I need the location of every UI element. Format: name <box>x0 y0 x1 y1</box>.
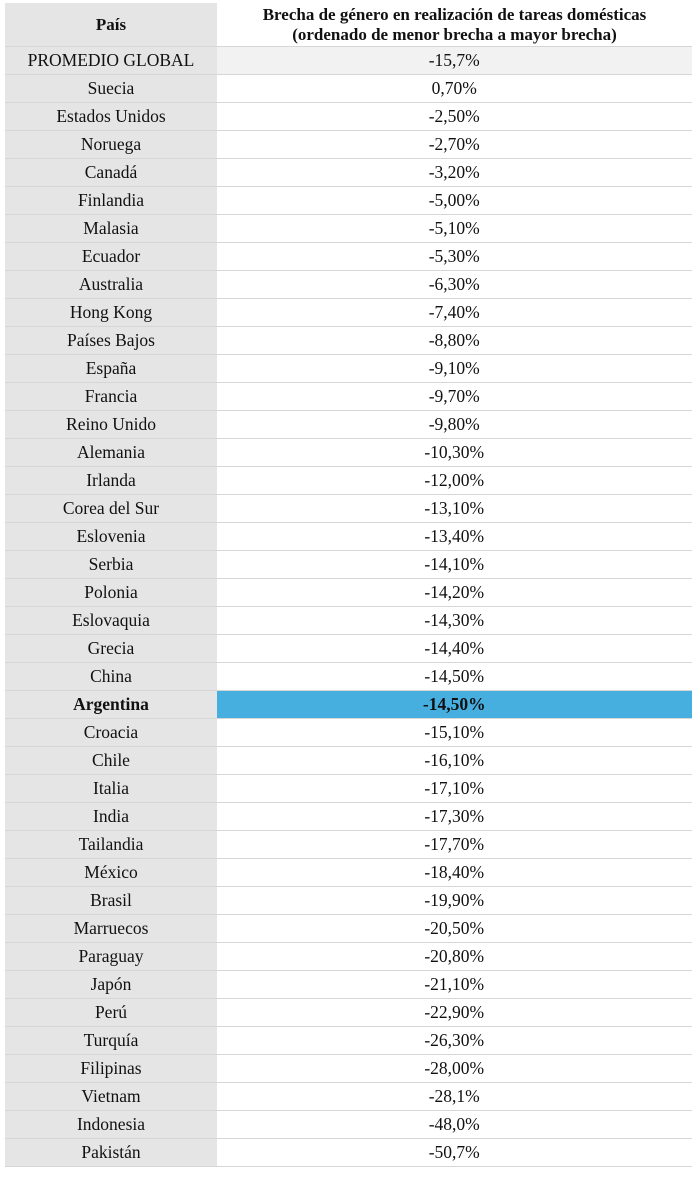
gap-value-cell: -18,40% <box>217 859 692 887</box>
country-cell: Eslovaquia <box>5 607 217 635</box>
table-row <box>5 75 692 103</box>
gap-value-cell: -16,10% <box>217 747 692 775</box>
table-row <box>5 859 692 887</box>
gap-value-cell: -14,10% <box>217 551 692 579</box>
gap-value-cell: -13,10% <box>217 495 692 523</box>
country-cell: Croacia <box>5 719 217 747</box>
gap-value-cell: -9,10% <box>217 355 692 383</box>
gap-value-cell: -22,90% <box>217 999 692 1027</box>
country-cell: Vietnam <box>5 1083 217 1111</box>
table-row <box>5 775 692 803</box>
table-row <box>5 523 692 551</box>
gap-value-cell: -14,20% <box>217 579 692 607</box>
gap-value-cell: -15,7% <box>217 47 692 75</box>
country-cell: Australia <box>5 271 217 299</box>
table-row <box>5 327 692 355</box>
gap-value-cell: -9,70% <box>217 383 692 411</box>
country-cell: Alemania <box>5 439 217 467</box>
country-cell: Marruecos <box>5 915 217 943</box>
gap-value-cell: -17,10% <box>217 775 692 803</box>
table-row <box>5 243 692 271</box>
table-row <box>5 831 692 859</box>
country-cell: PROMEDIO GLOBAL <box>5 47 217 75</box>
country-column-header: País <box>5 3 217 47</box>
table-row-global-average <box>5 47 692 75</box>
gap-value-cell: -12,00% <box>217 467 692 495</box>
gap-value-cell: -26,30% <box>217 1027 692 1055</box>
country-cell: Canadá <box>5 159 217 187</box>
table-header <box>5 3 692 47</box>
country-cell: Serbia <box>5 551 217 579</box>
table-row <box>5 131 692 159</box>
country-cell: Pakistán <box>5 1139 217 1167</box>
gap-value-cell: -19,90% <box>217 887 692 915</box>
gap-value-cell: -2,50% <box>217 103 692 131</box>
table-row <box>5 635 692 663</box>
gap-value-cell: -14,30% <box>217 607 692 635</box>
country-cell: Estados Unidos <box>5 103 217 131</box>
table-row <box>5 1111 692 1139</box>
country-cell: India <box>5 803 217 831</box>
country-cell: Filipinas <box>5 1055 217 1083</box>
table-row <box>5 719 692 747</box>
gap-value-cell: -28,00% <box>217 1055 692 1083</box>
country-cell: Japón <box>5 971 217 999</box>
country-cell: Tailandia <box>5 831 217 859</box>
table-row <box>5 439 692 467</box>
gap-header-line1: Brecha de género en realización de tareas domésticas <box>262 4 647 24</box>
table-row <box>5 215 692 243</box>
table-row <box>5 551 692 579</box>
gap-value-cell: -17,70% <box>217 831 692 859</box>
table-row <box>5 1027 692 1055</box>
table-row <box>5 887 692 915</box>
table-row <box>5 803 692 831</box>
table-row <box>5 103 692 131</box>
country-cell: Reino Unido <box>5 411 217 439</box>
country-cell: Corea del Sur <box>5 495 217 523</box>
table-row <box>5 663 692 691</box>
country-cell: España <box>5 355 217 383</box>
country-cell: Suecia <box>5 75 217 103</box>
table-row <box>5 187 692 215</box>
gap-value-cell: -2,70% <box>217 131 692 159</box>
gap-value-cell: -14,50% <box>217 691 692 719</box>
table-row <box>5 1055 692 1083</box>
country-cell: Argentina <box>5 691 217 719</box>
table-row <box>5 971 692 999</box>
table-row-highlighted <box>5 691 692 719</box>
gap-value-cell: -9,80% <box>217 411 692 439</box>
gap-value-cell: -20,50% <box>217 915 692 943</box>
country-cell: México <box>5 859 217 887</box>
table-row <box>5 943 692 971</box>
table-row <box>5 467 692 495</box>
country-cell: Turquía <box>5 1027 217 1055</box>
country-cell: Francia <box>5 383 217 411</box>
gap-column-header <box>217 3 692 47</box>
table-row <box>5 747 692 775</box>
gap-value-cell: -21,10% <box>217 971 692 999</box>
gap-value-cell: -14,50% <box>217 663 692 691</box>
gap-value-cell: -7,40% <box>217 299 692 327</box>
gap-value-cell: -10,30% <box>217 439 692 467</box>
country-cell: Indonesia <box>5 1111 217 1139</box>
gender-gap-table <box>5 3 692 1167</box>
country-cell: Grecia <box>5 635 217 663</box>
table-row <box>5 271 692 299</box>
gap-value-cell: -3,20% <box>217 159 692 187</box>
country-cell: Chile <box>5 747 217 775</box>
gap-value-cell: -50,7% <box>217 1139 692 1167</box>
table-row <box>5 411 692 439</box>
gap-value-cell: -15,10% <box>217 719 692 747</box>
table-body <box>5 47 692 1167</box>
country-cell: Eslovenia <box>5 523 217 551</box>
country-cell: China <box>5 663 217 691</box>
gap-value-cell: -48,0% <box>217 1111 692 1139</box>
country-cell: Italia <box>5 775 217 803</box>
gap-value-cell: -5,00% <box>217 187 692 215</box>
country-cell: Irlanda <box>5 467 217 495</box>
table-row <box>5 299 692 327</box>
table-row <box>5 1083 692 1111</box>
gap-value-cell: -5,10% <box>217 215 692 243</box>
table-row <box>5 1139 692 1167</box>
gap-value-cell: -28,1% <box>217 1083 692 1111</box>
header-row <box>5 3 692 47</box>
country-cell: Países Bajos <box>5 327 217 355</box>
gap-value-cell: -14,40% <box>217 635 692 663</box>
table-row <box>5 999 692 1027</box>
country-cell: Hong Kong <box>5 299 217 327</box>
country-cell: Brasil <box>5 887 217 915</box>
country-cell: Finlandia <box>5 187 217 215</box>
country-cell: Malasia <box>5 215 217 243</box>
country-cell: Ecuador <box>5 243 217 271</box>
table-row <box>5 607 692 635</box>
country-cell: Perú <box>5 999 217 1027</box>
gap-value-cell: -13,40% <box>217 523 692 551</box>
gap-value-cell: -17,30% <box>217 803 692 831</box>
gap-value-cell: 0,70% <box>217 75 692 103</box>
country-cell: Noruega <box>5 131 217 159</box>
gap-value-cell: -8,80% <box>217 327 692 355</box>
gap-value-cell: -5,30% <box>217 243 692 271</box>
gap-value-cell: -20,80% <box>217 943 692 971</box>
table-row <box>5 355 692 383</box>
gap-header-line2: (ordenado de menor brecha a mayor brecha) <box>292 24 617 44</box>
table-row <box>5 159 692 187</box>
table-row <box>5 383 692 411</box>
gap-value-cell: -6,30% <box>217 271 692 299</box>
country-cell: Paraguay <box>5 943 217 971</box>
table-row <box>5 915 692 943</box>
table-row <box>5 495 692 523</box>
table-row <box>5 579 692 607</box>
country-cell: Polonia <box>5 579 217 607</box>
